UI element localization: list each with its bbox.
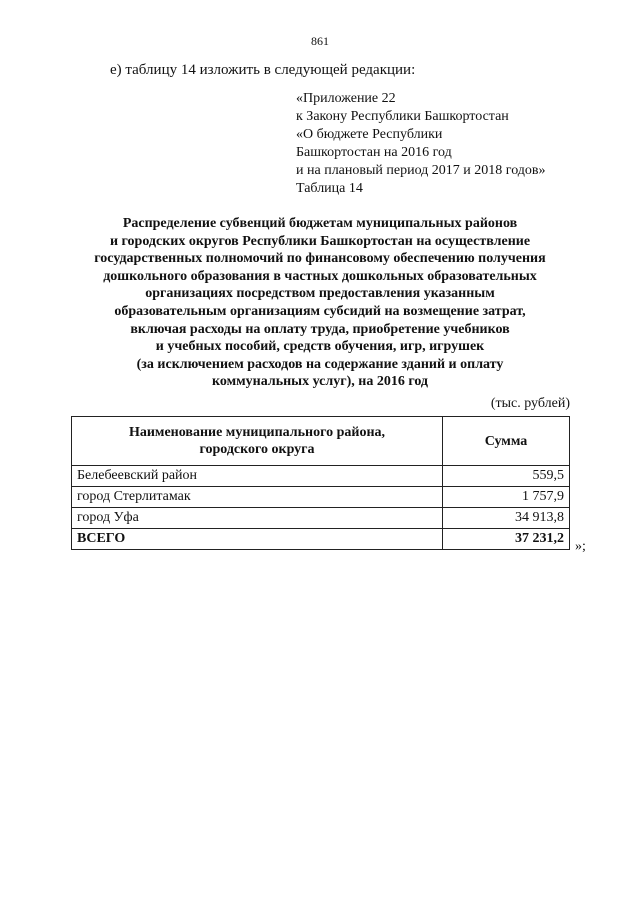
title-line: Распределение субвенций бюджетам муниципальных районов: [122, 216, 518, 231]
title-line: (за исключением расходов на содержание зданий и оплату: [136, 356, 504, 372]
table-row: [72, 508, 570, 529]
title-line: включая расходы на оплату труда, приобретение учебников: [130, 321, 510, 337]
appendix-header: [296, 90, 546, 198]
title-line: организациях посредством предоставления указанным: [145, 286, 495, 302]
column-header-sum: Сумма: [443, 417, 570, 466]
subvention-table: [71, 416, 570, 550]
appendix-line: к Закону Республики Башкортостан: [296, 109, 509, 124]
row-value: 34 913,8: [443, 508, 570, 529]
row-value: 1 757,9: [443, 487, 570, 508]
intro-text: е) таблицу 14 изложить в следующей редакции:: [110, 62, 416, 78]
appendix-line: «Приложение 22: [296, 91, 396, 106]
title-line: дошкольного образования в частных дошкольных образовательных: [103, 268, 537, 284]
appendix-line: Башкортостан на 2016 год: [296, 145, 452, 160]
table-total-row: [72, 529, 570, 550]
unit-label: (тыс. рублей): [490, 396, 570, 411]
column-header-name-line1: Наименование муниципального района,: [128, 425, 386, 440]
row-name: город Стерлитамак: [72, 487, 443, 508]
row-name: Белебеевский район: [72, 466, 443, 487]
column-header-name: [72, 417, 443, 466]
appendix-line: «О бюджете Республики: [296, 127, 443, 142]
table-row: [72, 466, 570, 487]
appendix-line: Таблица 14: [296, 181, 363, 196]
column-header-name-line2: городского округа: [199, 442, 315, 457]
closing-quote-mark: »;: [575, 539, 586, 554]
table-row: [72, 487, 570, 508]
page-number: 861: [311, 34, 329, 48]
title-line: и учебных пособий, средств обучения, игр, игрушек: [155, 339, 485, 355]
row-name: город Уфа: [72, 508, 443, 529]
total-label: ВСЕГО: [72, 529, 443, 550]
title-line: коммунальных услуг), на 2016 год: [211, 374, 429, 390]
row-value: 559,5: [443, 466, 570, 487]
table-header-row: [72, 417, 570, 466]
title-line: государственных полномочий по финансовому обеспечению получения: [94, 251, 546, 267]
appendix-line: и на плановый период 2017 и 2018 годов»: [296, 163, 546, 178]
total-value: 37 231,2: [443, 529, 570, 550]
title-line: образовательным организациям субсидий на возмещение затрат,: [114, 303, 526, 319]
document-title: [60, 215, 580, 391]
title-line: и городских округов Республики Башкортостан на осуществление: [109, 233, 531, 249]
